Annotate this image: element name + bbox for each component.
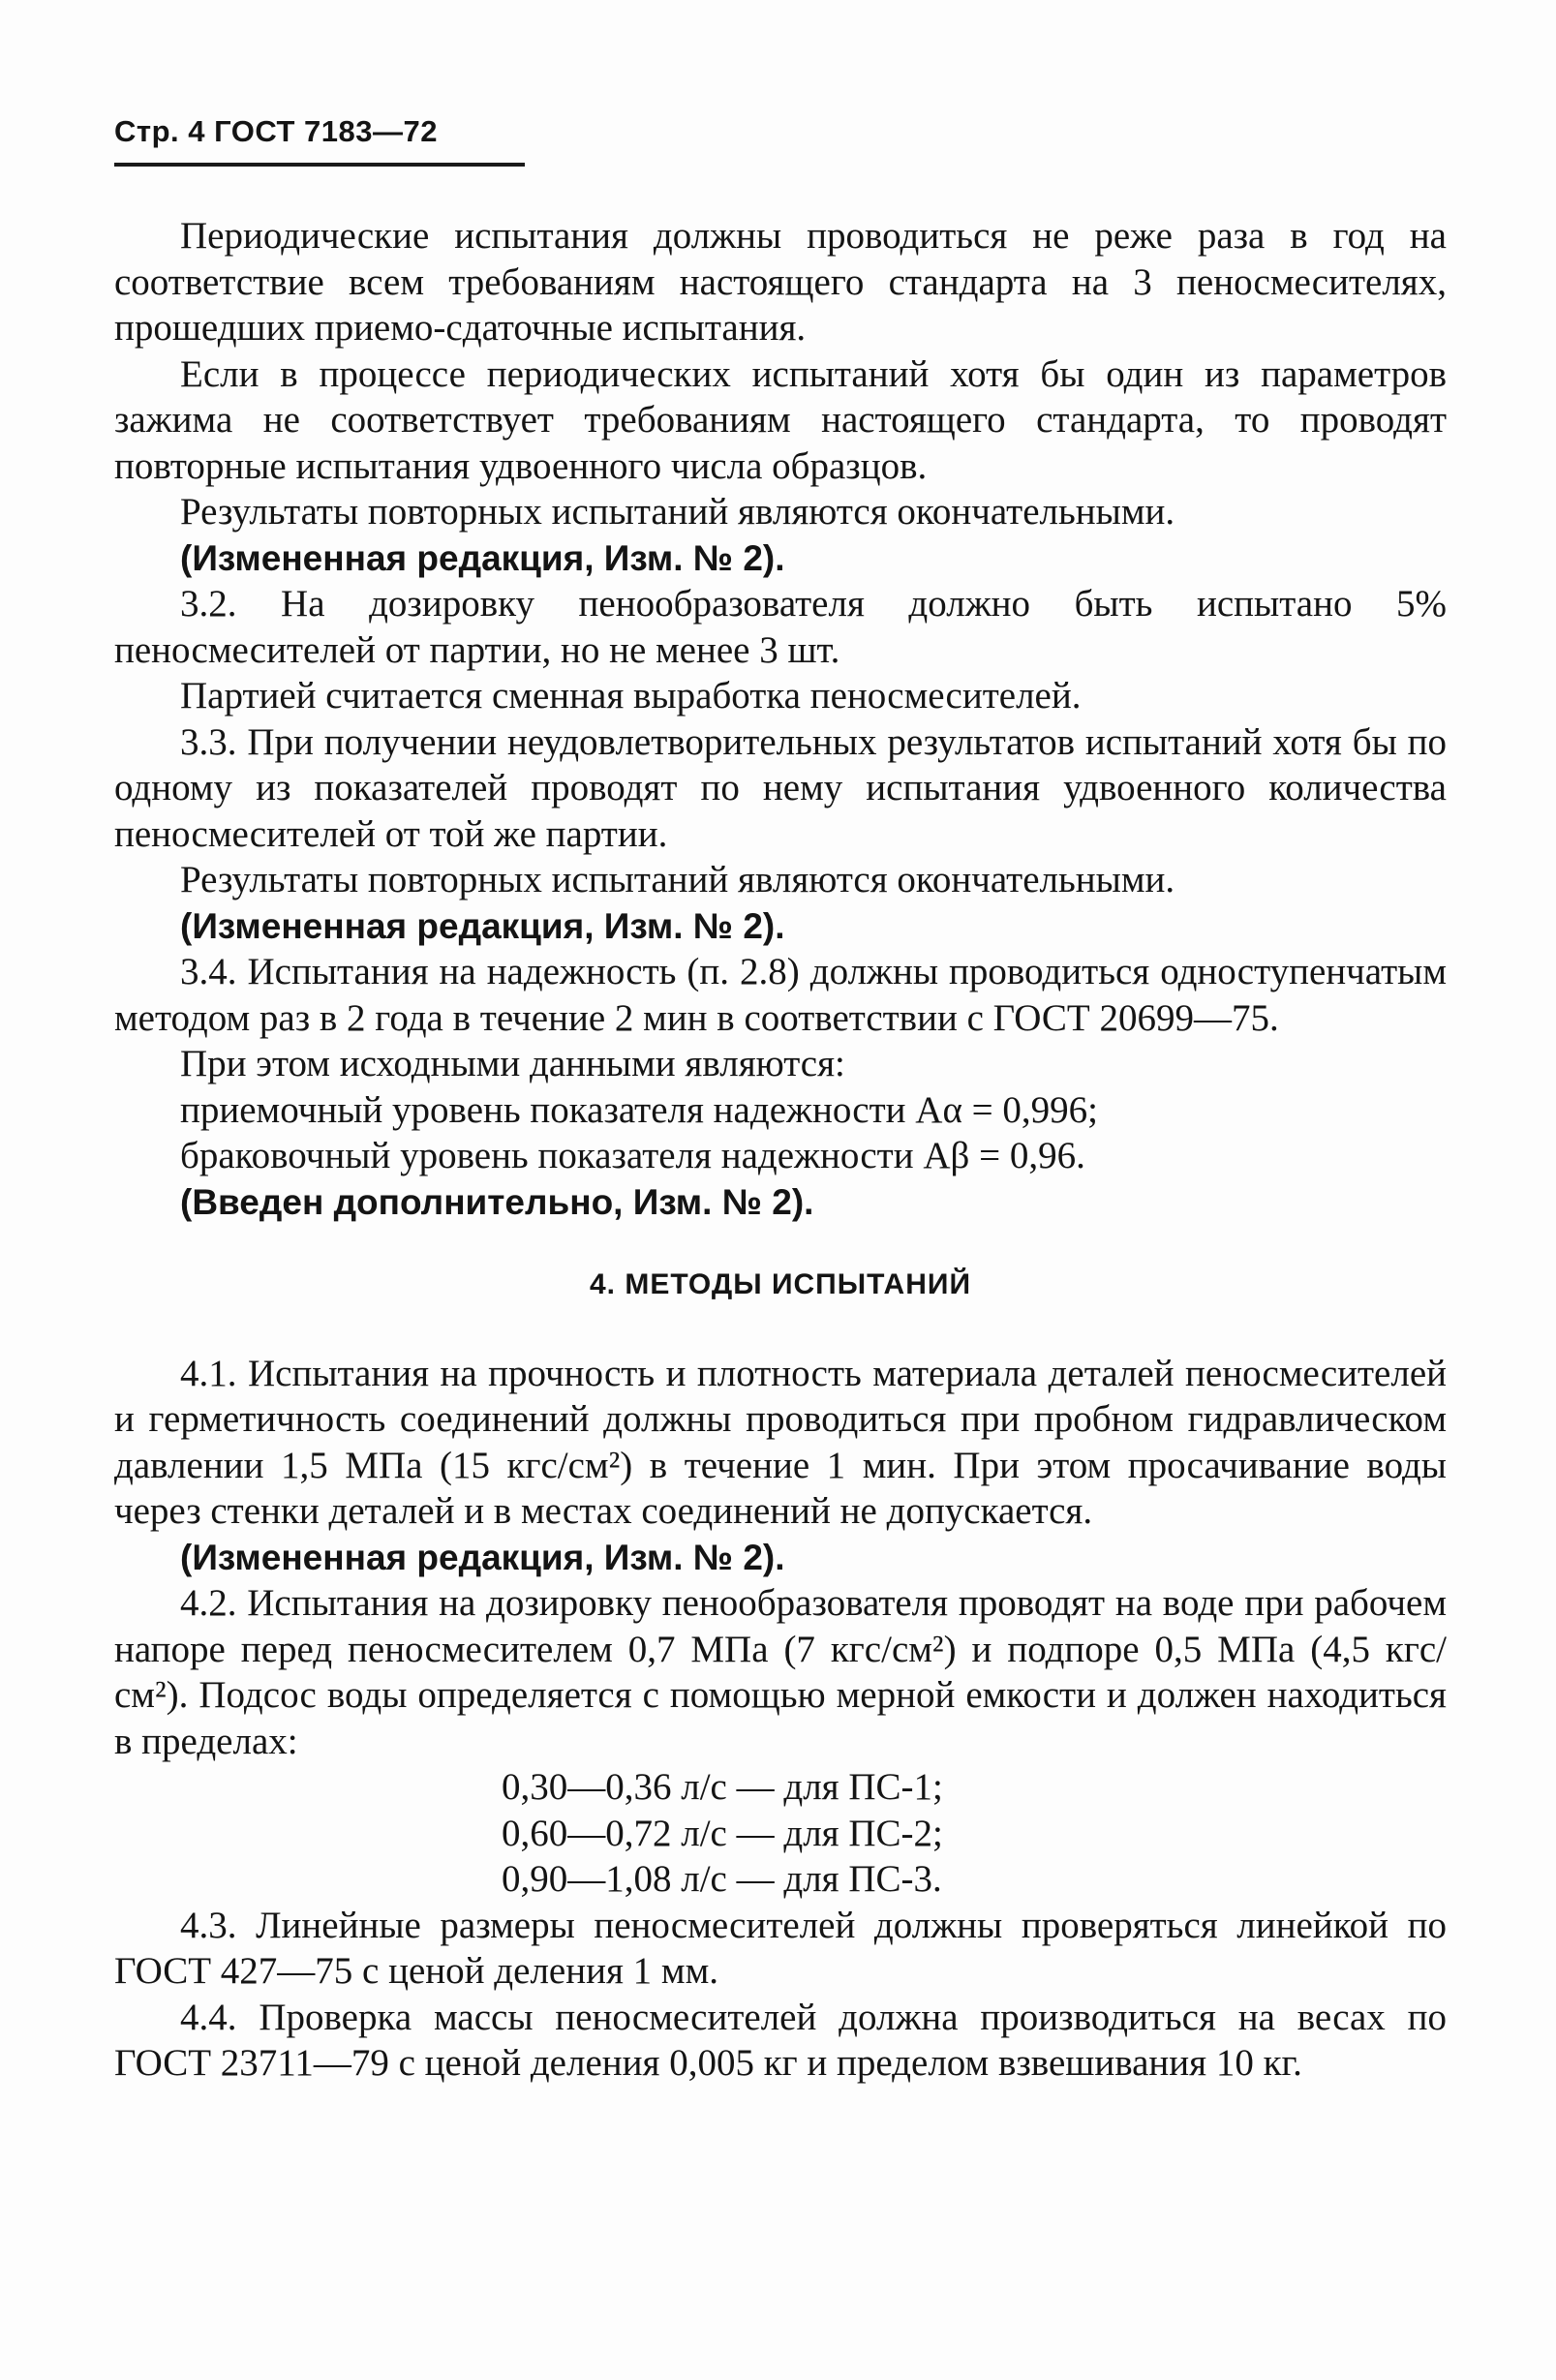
page-header: Стр. 4 ГОСТ 7183—72 <box>114 114 438 148</box>
amendment-note: (Измененная редакция, Изм. № 2). <box>180 537 785 578</box>
paragraph-3-2: 3.2. На дозировку пенообразователя должно быть испытано 5% пеносмесителей от партии, но не менее 3 шт. <box>114 583 1447 671</box>
paragraph-results-final: Результаты повторных испытаний являются окончательными. <box>180 491 1175 533</box>
document-body <box>114 213 1447 2087</box>
range-ps-3: 0,90—1,08 л/с — для ПС-3. <box>502 1858 942 1900</box>
amendment-note: (Измененная редакция, Изм. № 2). <box>180 1537 785 1577</box>
range-ps-2: 0,60—0,72 л/с — для ПС-2; <box>502 1812 943 1854</box>
section-heading: 4. МЕТОДЫ ИСПЫТАНИЙ <box>590 1268 971 1300</box>
paragraph-4-4: 4.4. Проверка массы пеносмесителей должна производиться на весах по ГОСТ 23711—79 с ценой деления 0,005 кг и пределом взвешивания 10 кг. <box>114 1996 1447 2084</box>
addition-note: (Введен дополнительно, Изм. № 2). <box>180 1181 814 1222</box>
amendment-note: (Измененная редакция, Изм. № 2). <box>180 905 785 946</box>
paragraph-acceptance-level: приемочный уровень показателя надежности Aα = 0,996; <box>180 1088 1098 1131</box>
paragraph-results-final-2: Результаты повторных испытаний являются окончательными. <box>180 859 1175 900</box>
paragraph-4-1: 4.1. Испытания на прочность и плотность материала деталей пеносмесителей и герметичность соединений должны проводиться при пробном гидравлическом давлении 1,5 МПа (15 кгс/см²) в течение 1 мин. При этом просачивание воды через стенки деталей и в местах соединений не допускается. <box>114 1352 1447 1532</box>
paragraph-4-3: 4.3. Линейные размеры пеносмесителей должны проверяться линейкой по ГОСТ 427—75 с ценой деления 1 мм. <box>114 1904 1447 1992</box>
paragraph-4-2: 4.2. Испытания на дозировку пенообразователя проводят на воде при рабочем напоре перед пеносмесителем 0,7 МПа (7 кгс/см²) и подпоре 0,5 МПа (4,5 кгс/см²). Подсос воды определяется с помощью мерной емкости и должен находиться в пределах: <box>114 1582 1447 1762</box>
paragraph-initial-data: При этом исходными данными являются: <box>180 1043 845 1084</box>
paragraph-3-4: 3.4. Испытания на надежность (п. 2.8) должны проводиться одноступенчатым методом раз в 2 года в течение 2 мин в соответствии с ГОСТ 20699—75. <box>114 951 1447 1039</box>
paragraph-rejection-level: браковочный уровень показателя надежности Aβ = 0,96. <box>180 1135 1085 1176</box>
range-ps-1: 0,30—0,36 л/с — для ПС-1; <box>502 1766 943 1808</box>
paragraph-batch: Партией считается сменная выработка пеносмесителей. <box>180 675 1082 717</box>
paragraph-3-3: 3.3. При получении неудовлетворительных результатов испытаний хотя бы по одному из показателей проводят по нему испытания удвоенного количества пеносмесителей от той же партии. <box>114 720 1447 855</box>
paragraph-repeat-tests: Если в процессе периодических испытаний хотя бы один из параметров зажима не соответствует требованиям настоящего стандарта, то проводят повторные испытания удвоенного числа образцов. <box>114 352 1447 487</box>
paragraph-periodic-tests: Периодические испытания должны проводиться не реже раза в год на соответствие всем требованиям настоящего стандарта на 3 пеносмесителях, прошедших приемо-сдаточные испытания. <box>114 215 1447 349</box>
header-rule <box>114 163 525 167</box>
